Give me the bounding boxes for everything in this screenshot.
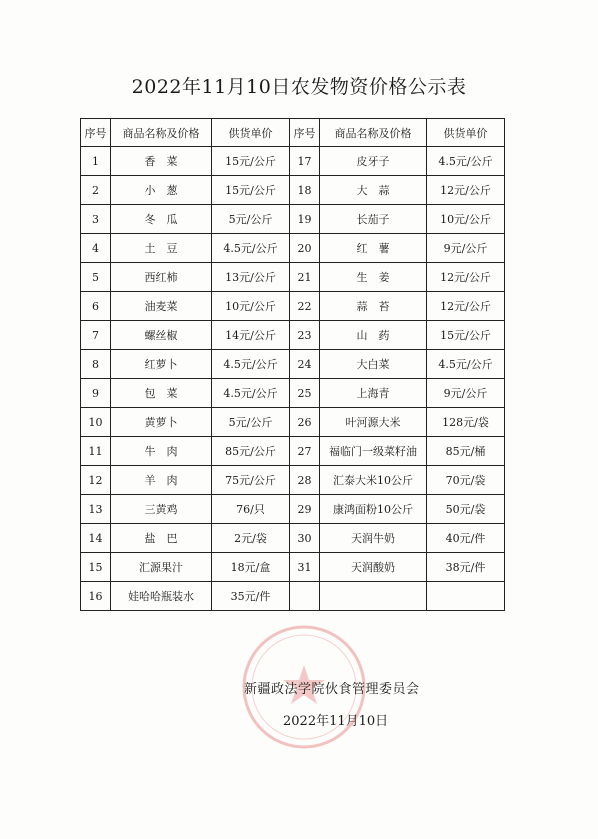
item-name: 西红柿: [111, 263, 212, 292]
document-title: 2022年11月10日农发物资价格公示表: [131, 76, 467, 98]
item-no: 26: [290, 408, 320, 437]
table-row: [81, 321, 505, 350]
item-no: 11: [81, 437, 111, 466]
item-no: 23: [290, 321, 320, 350]
item-no: 15: [81, 553, 111, 582]
header-name: 商品名称及价格: [320, 119, 427, 147]
item-no: 6: [81, 292, 111, 321]
item-name: 土 豆: [111, 234, 212, 263]
table-row: [81, 408, 505, 437]
item-price: 12元/公斤: [427, 176, 505, 205]
item-name: 天润牛奶: [320, 524, 427, 553]
item-no: 16: [81, 582, 111, 611]
header-no: 序号: [81, 119, 111, 147]
item-name: 螺丝椒: [111, 321, 212, 350]
item-name: 上海青: [320, 379, 427, 408]
item-no: 8: [81, 350, 111, 379]
item-no: 5: [81, 263, 111, 292]
item-name: 汇源果汁: [111, 553, 212, 582]
item-price: 35元/件: [212, 582, 290, 611]
item-no: 21: [290, 263, 320, 292]
item-no: 28: [290, 466, 320, 495]
item-price: 38元/件: [427, 553, 505, 582]
item-name: 长茄子: [320, 205, 427, 234]
item-price: 9元/公斤: [427, 234, 505, 263]
item-price: 14元/公斤: [212, 321, 290, 350]
item-no: 18: [290, 176, 320, 205]
item-name: 天润酸奶: [320, 553, 427, 582]
item-price: 85元/桶: [427, 437, 505, 466]
item-name: 小 葱: [111, 176, 212, 205]
item-no: 10: [81, 408, 111, 437]
item-price: 13元/公斤: [212, 263, 290, 292]
table-row: [81, 524, 505, 553]
item-name: 香 菜: [111, 147, 212, 176]
item-no: 25: [290, 379, 320, 408]
item-name: 羊 肉: [111, 466, 212, 495]
table-row: [81, 292, 505, 321]
table-header-row: [81, 119, 505, 147]
item-no: 30: [290, 524, 320, 553]
item-price: 18元/盒: [212, 553, 290, 582]
item-name: 皮牙子: [320, 147, 427, 176]
item-name: 福临门一级菜籽油: [320, 437, 427, 466]
item-name: 红 薯: [320, 234, 427, 263]
table-row: [81, 379, 505, 408]
item-price: 40元/件: [427, 524, 505, 553]
item-name: 娃哈哈瓶装水: [111, 582, 212, 611]
item-name: 蒜 苔: [320, 292, 427, 321]
item-no: 27: [290, 437, 320, 466]
issue-date: 2022年11月10日: [283, 714, 389, 729]
item-price: 76/只: [212, 495, 290, 524]
issuing-organization: 新疆政法学院伙食管理委员会: [244, 682, 420, 697]
header-price: 供货单价: [212, 119, 290, 147]
item-price: 4.5元/公斤: [427, 147, 505, 176]
item-name: 叶河源大米: [320, 408, 427, 437]
item-no: 20: [290, 234, 320, 263]
item-no: 7: [81, 321, 111, 350]
item-no: 19: [290, 205, 320, 234]
item-name: 三黄鸡: [111, 495, 212, 524]
item-no: 29: [290, 495, 320, 524]
item-no: 13: [81, 495, 111, 524]
item-price: 10元/公斤: [427, 205, 505, 234]
item-price: 4.5元/公斤: [212, 234, 290, 263]
item-price: 128元/袋: [427, 408, 505, 437]
header-no: 序号: [290, 119, 320, 147]
item-no: 1: [81, 147, 111, 176]
item-price: 75元/公斤: [212, 466, 290, 495]
item-no: 12: [81, 466, 111, 495]
item-no: 31: [290, 553, 320, 582]
table-body: [81, 147, 505, 611]
table-row: [81, 263, 505, 292]
item-price: 12元/公斤: [427, 263, 505, 292]
item-name: 汇泰大米10公斤: [320, 466, 427, 495]
item-no: 9: [81, 379, 111, 408]
table-row: [81, 234, 505, 263]
item-price: 4.5元/公斤: [427, 350, 505, 379]
item-name: 康鸿面粉10公斤: [320, 495, 427, 524]
item-price: 15元/公斤: [212, 176, 290, 205]
item-price: 10元/公斤: [212, 292, 290, 321]
table-row: [81, 437, 505, 466]
item-name: 冬 瓜: [111, 205, 212, 234]
item-name: [320, 582, 427, 611]
item-no: 2: [81, 176, 111, 205]
item-price: 9元/公斤: [427, 379, 505, 408]
table-row: [81, 147, 505, 176]
item-price: 2元/袋: [212, 524, 290, 553]
item-name: 油麦菜: [111, 292, 212, 321]
item-no: 3: [81, 205, 111, 234]
item-no: 17: [290, 147, 320, 176]
item-name: 盐 巴: [111, 524, 212, 553]
item-name: 生 姜: [320, 263, 427, 292]
item-name: 大 蒜: [320, 176, 427, 205]
table-row: [81, 495, 505, 524]
item-price: 15元/公斤: [427, 321, 505, 350]
item-price: 5元/公斤: [212, 205, 290, 234]
item-price: 85元/公斤: [212, 437, 290, 466]
item-price: 12元/公斤: [427, 292, 505, 321]
table-row: [81, 553, 505, 582]
table-row: [81, 350, 505, 379]
item-no: 24: [290, 350, 320, 379]
item-name: 黄萝卜: [111, 408, 212, 437]
item-price: 15元/公斤: [212, 147, 290, 176]
item-name: 牛 肉: [111, 437, 212, 466]
item-no: 14: [81, 524, 111, 553]
item-price: 4.5元/公斤: [212, 350, 290, 379]
item-price: 70元/袋: [427, 466, 505, 495]
table-row: [81, 582, 505, 611]
item-name: 大白菜: [320, 350, 427, 379]
item-no: [290, 582, 320, 611]
table-row: [81, 176, 505, 205]
header-name: 商品名称及价格: [111, 119, 212, 147]
item-price: 50元/袋: [427, 495, 505, 524]
item-name: 包 菜: [111, 379, 212, 408]
price-table: [80, 118, 505, 611]
item-no: 4: [81, 234, 111, 263]
table-row: [81, 205, 505, 234]
item-price: [427, 582, 505, 611]
header-price: 供货单价: [427, 119, 505, 147]
item-name: 山 药: [320, 321, 427, 350]
item-price: 4.5元/公斤: [212, 379, 290, 408]
item-name: 红萝卜: [111, 350, 212, 379]
item-no: 22: [290, 292, 320, 321]
table-row: [81, 466, 505, 495]
item-price: 5元/公斤: [212, 408, 290, 437]
